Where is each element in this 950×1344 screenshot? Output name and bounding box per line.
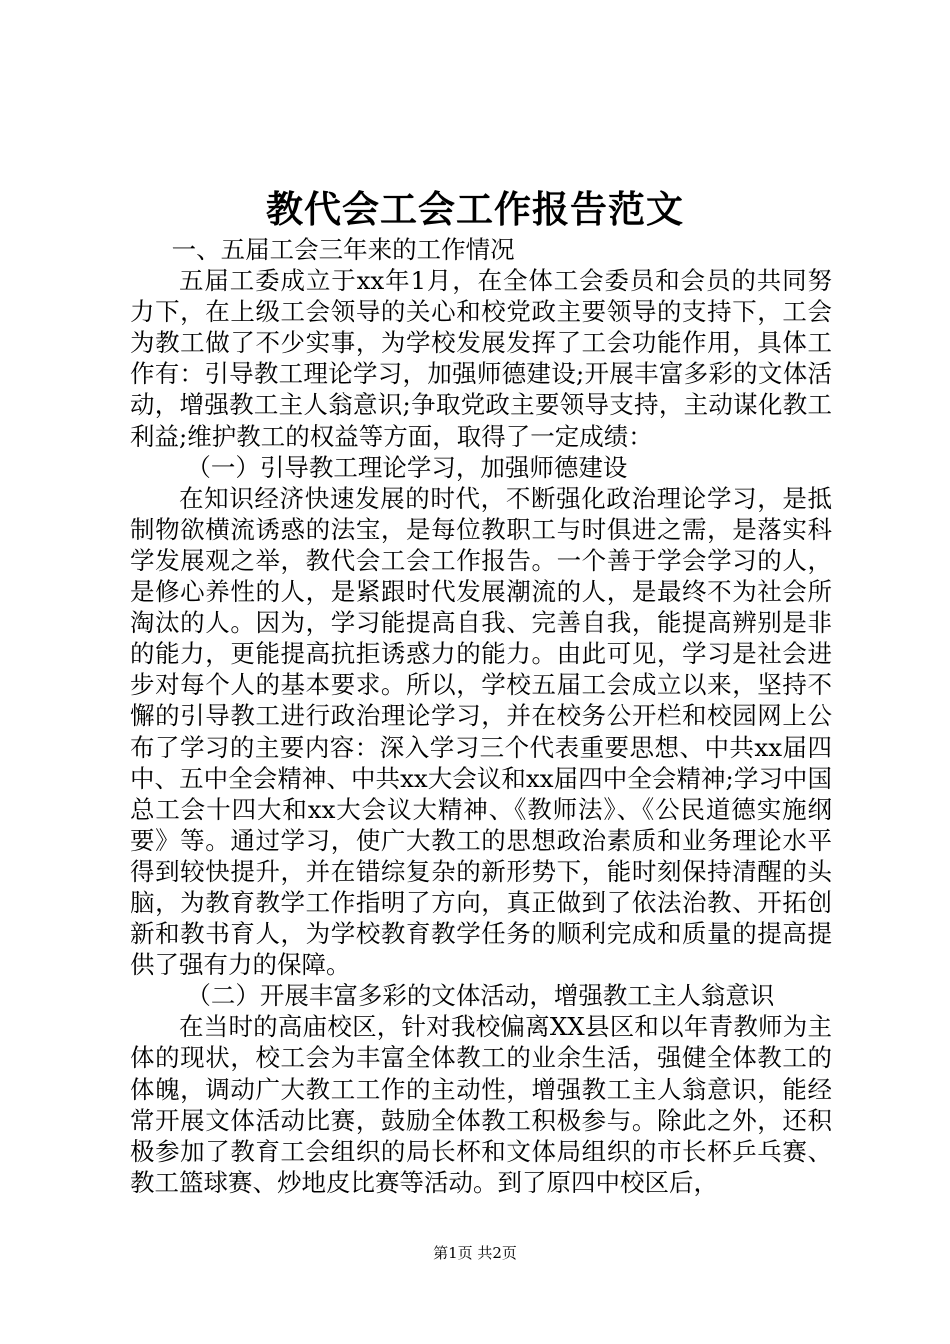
subsection-heading: （一）引导教工理论学习，加强师德建设 bbox=[186, 452, 628, 482]
section-heading: 一、五届工会三年来的工作情况 bbox=[171, 235, 515, 264]
body-paragraph: 五届工委成立于xx年1月，在全体工会委员和会员的共同努力下，在上级工会领导的关心和校党政主要领导的支持下，工会为教工做了不少实事，为学校发展发挥了工会功能作用，具体工作有：引导教工理论学习，加强师德建设;开展丰富多彩的文体活动，增强教工主人翁意识;争取党政主要领导支持，主动谋化教工利益;维护教工的权益等方面，取得了一定成绩： bbox=[130, 266, 832, 451]
body-paragraph: 在知识经济快速发展的时代，不断强化政治理论学习，是抵制物欲横流诱惑的法宝，是每位教职工与时俱进之需，是落实科学发展观之举，教代会工会工作报告。一个善于学会学习的人，是修心养性的人，是紧跟时代发展潮流的人，是最终不为社会所淘汰的人。因为，学习能提高自我、完善自我，能提高辨别是非的能力，更能提高抗拒诱惑力的能力。由此可见，学习是社会进步对每个人的基本要求。所以，学校五届工会成立以来，坚持不懈的引导教工进行政治理论学习，并在校务公开栏和校园网上公布了学习的主要内容：深入学习三个代表重要思想、中共xx届四中、五中全会精神、中共xx大会议和xx届四中全会精神;学习中国总工会十四大和xx大会议大精神、《教师法》、《公民道德实施纲要》等。通过学习，使广大教工的思想政治素质和业务理论水平得到较快提升，并在错综复杂的新形势下，能时刻保持清醒的头脑，为教育教学工作指明了方向，真正做到了依法治教、开拓创新和教书育人，为学校教育教学任务的顺利完成和质量的提高提供了强有力的保障。 bbox=[130, 483, 832, 980]
page-footer: 第1页 共2页 bbox=[433, 1244, 517, 1262]
subsection-heading: （二）开展丰富多彩的文体活动，增强教工主人翁意识 bbox=[186, 981, 775, 1011]
document-body bbox=[130, 234, 832, 1198]
body-paragraph: 在当时的高庙校区，针对我校偏离XX县区和以年青教师为主体的现状，校工会为丰富全体教工的业余生活，强健全体教工的体魄，调动广大教工工作的主动性，增强教工主人翁意识，能经常开展文体活动比赛，鼓励全体教工积极参与。除此之外，还积极参加了教育工会组织的局长杯和文体局组织的市长杯乒乓赛、教工篮球赛、炒地皮比赛等活动。到了原四中校区后， bbox=[130, 1012, 832, 1197]
document-title: 教代会工会工作报告范文 bbox=[266, 187, 684, 231]
